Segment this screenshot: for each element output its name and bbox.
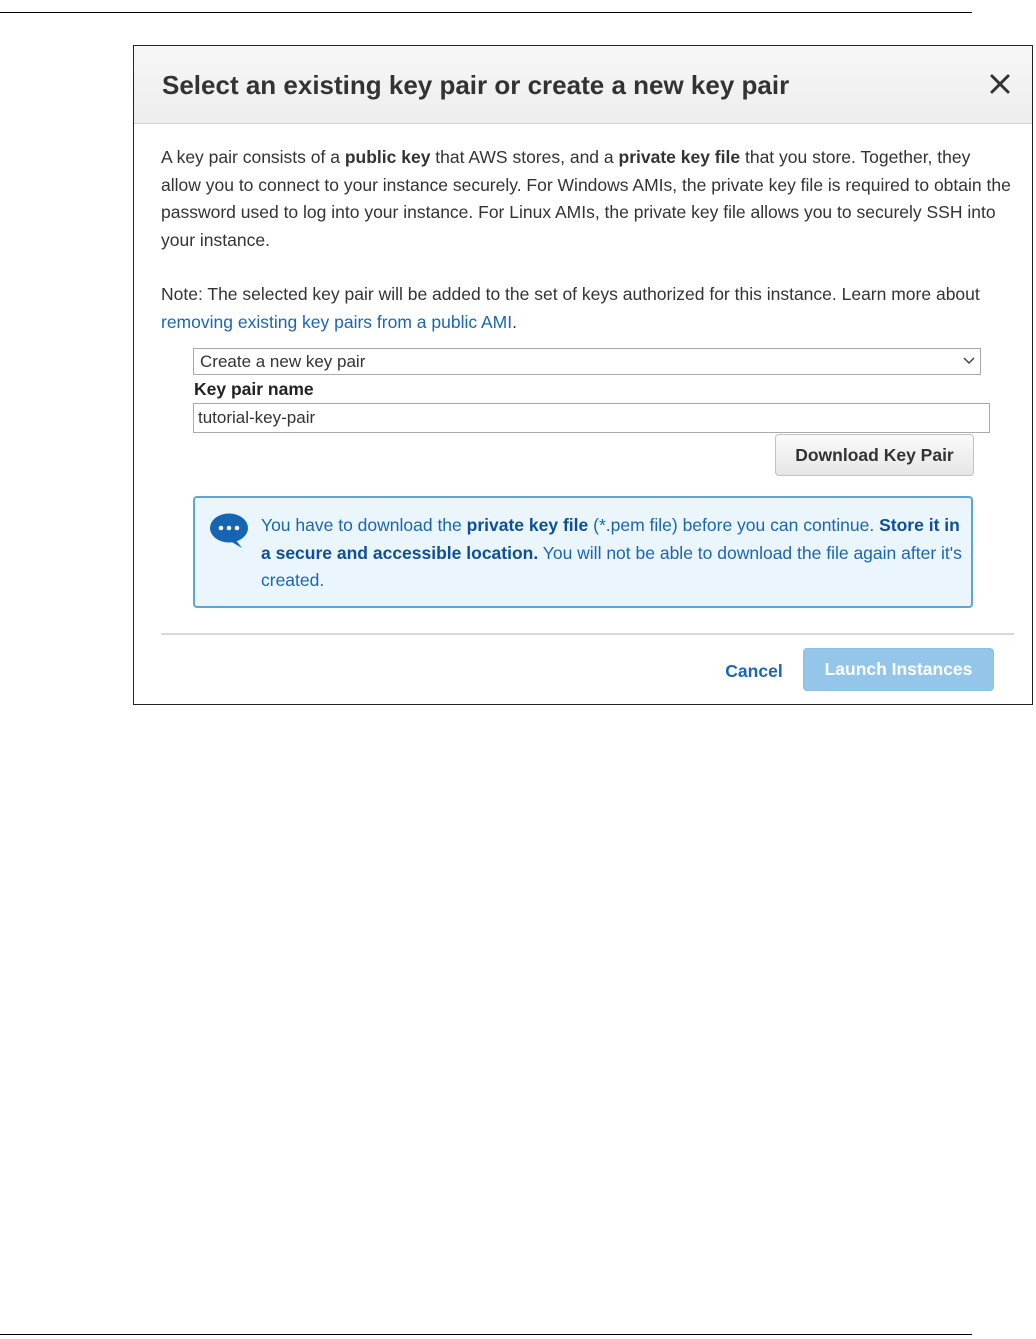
cancel-button[interactable]: Cancel [716,656,792,686]
footer-divider [161,633,1014,635]
remove-key-pairs-link[interactable]: removing existing key pairs from a public AMI [161,311,513,332]
key-pair-select-value: Create a new key pair [200,352,366,371]
info-message: You have to download the private key file (*.pem file) before you can continue. Store it in a secure and accessible location. You will not be able to download the file again after it's created. [261,515,962,591]
download-key-pair-button[interactable]: Download Key Pair [775,434,974,476]
dialog-header [134,46,1032,124]
chevron-down-icon [963,357,975,365]
page-bottom-rule [0,1334,972,1335]
launch-instances-button[interactable]: Launch Instances [803,648,994,691]
page-top-rule [0,12,972,13]
key-pair-name-label: Key pair name [194,379,314,399]
key-pair-dialog [133,45,1033,705]
intro-paragraph: A key pair consists of a public key that AWS stores, and a private key file that you store. Together, they allow you to connect to your instance securely. For Windows AMIs, the private key file is required to obtain the password used to log into your instance. For Linux AMIs, the private key file allows you to securely SSH into your instance. [161,147,1011,250]
info-alert [193,496,973,608]
key-pair-name-input[interactable] [193,403,990,433]
dialog-title: Select an existing key pair or create a new key pair [162,70,790,100]
note-paragraph: Note: The selected key pair will be added to the set of keys authorized for this instance. Learn more about removing existing key pairs from a public AMI. [161,284,980,332]
key-pair-select[interactable] [193,348,981,375]
close-icon[interactable] [987,71,1013,97]
chat-bubble-icon [208,512,250,550]
